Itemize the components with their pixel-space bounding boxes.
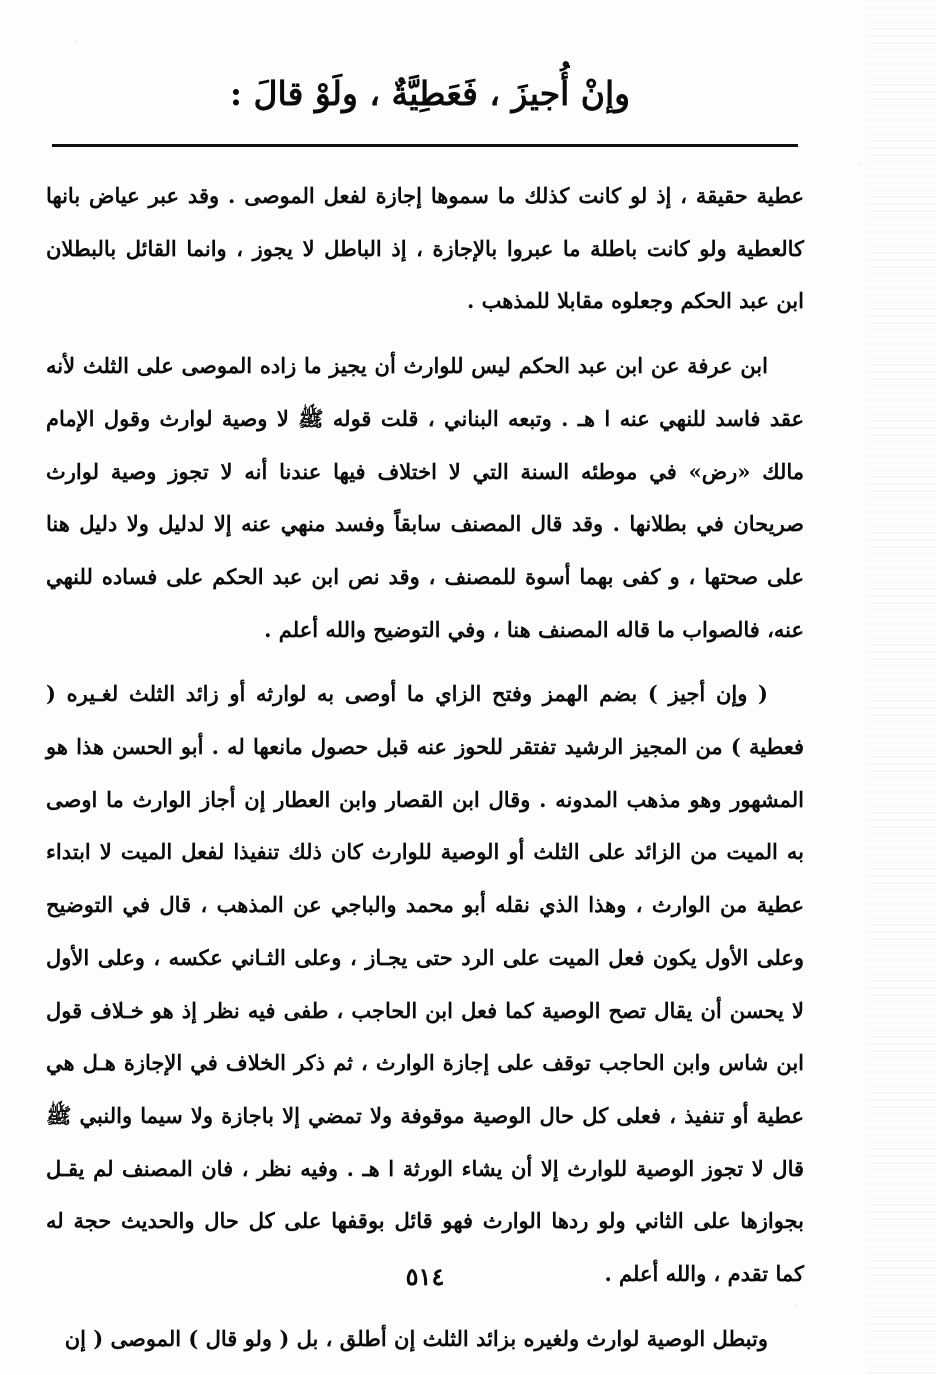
body-text [46, 170, 804, 1375]
paragraph-4: وتبطل الوصية لوارث ولغيره بزائد الثلث إن أطلق ، بل ( ولو قال ) الموصى ( إن [64, 1325, 768, 1351]
paragraph-3: ( وإن أجيز ) بضم الهمز وفتح الزاي ما أوصى به لوارثه أو زائد الثلث لغـيره ( فعطية ) من المجيز الرشيد تفتقر للحوز عنه قبل حصول مانعها له . أبو الحسن هذا هو المشهور وهو مذهب المدونه . وقال ابن القصار وابن العطار إن أجاز الوارث ما اوصى به الميت من الزائد على الثلث أو الوصية للوارث كان ذلك تنفيذا لفعل الميت لا ابتداء عطية من الوارث ، وهذا الذي نقله أبو محمد والباجي عن المذهب ، قال في التوضيح وعلى الأول يكون فعل الميت على الرد حتى يجـاز ، وعلى الثـاني عكسه ، وعلى الأول لا يحسن أن يقال تصح الوصية كما فعل ابن الحاجب ، طفى فيه نظر إذ هو خـلاف قول ابن شاس وابن الحاجب توقف على إجازة الوارث ، ثم ذكر الخلاف في الإجازة هـل هي عطية أو تنفيذ ، فعلى كل حال الوصية موقوفة ولا تمضي إلا باجازة ولا سيما والنبي ﷺ قال لا تجوز الوصية للوارث إلا أن يشاء الورثة ا هـ . وفيه نظر ، فان المصنف لم يقـل بجوازها على الثاني ولو ردها الوارث فهو قائل بوقفها على كل حال والحديث حجة له كما تقدم ، والله أعلم . [46, 681, 804, 1287]
page-number: ٥١٤ [405, 1262, 445, 1291]
running-header: وإنْ أُجيزَ ، فَعَطِيَّةٌ ، ولَوْ قالَ : [229, 74, 631, 113]
paper-edge-texture [866, 0, 936, 1375]
paragraph-2: ابن عرفة عن ابن عبد الحكم ليس للوارث أن يجيز ما زاده الموصى على الثلث لأنه عقد فاسد للنهي عنه ا هـ . وتبعه البناني ، قلت قوله ﷺ لا وصية لوارث وقول الإمام مالك «رض» في موطئه السنة التي لا اختلاف فيها عندنا أنه لا تجوز وصية لوارث صريحان في بطلانها . وقد قال المصنف سابقاً وفسد منهي عنه إلا لدليل ولا دليل هنا على صحتها ، و كفى بهما أسوة للمصنف ، وقد نص ابن عبد الحكم على فساده للنهي عنه، فالصواب ما قاله المصنف هنا ، وفي التوضيح والله أعلم . [46, 353, 804, 642]
paragraph-1: عطية حقيقة ، إذ لو كانت كذلك ما سموها إجازة لفعل الموصى . وقد عبر عياض بانها كالعطية ولو كانت باطلة ما عبروا بالإجازة ، إذ الباطل لا يجوز ، وانما القائل بالبطلان ابن عبد الحكم وجعلوه مقابلا للمذهب . [46, 183, 804, 314]
header-rule [52, 144, 798, 147]
